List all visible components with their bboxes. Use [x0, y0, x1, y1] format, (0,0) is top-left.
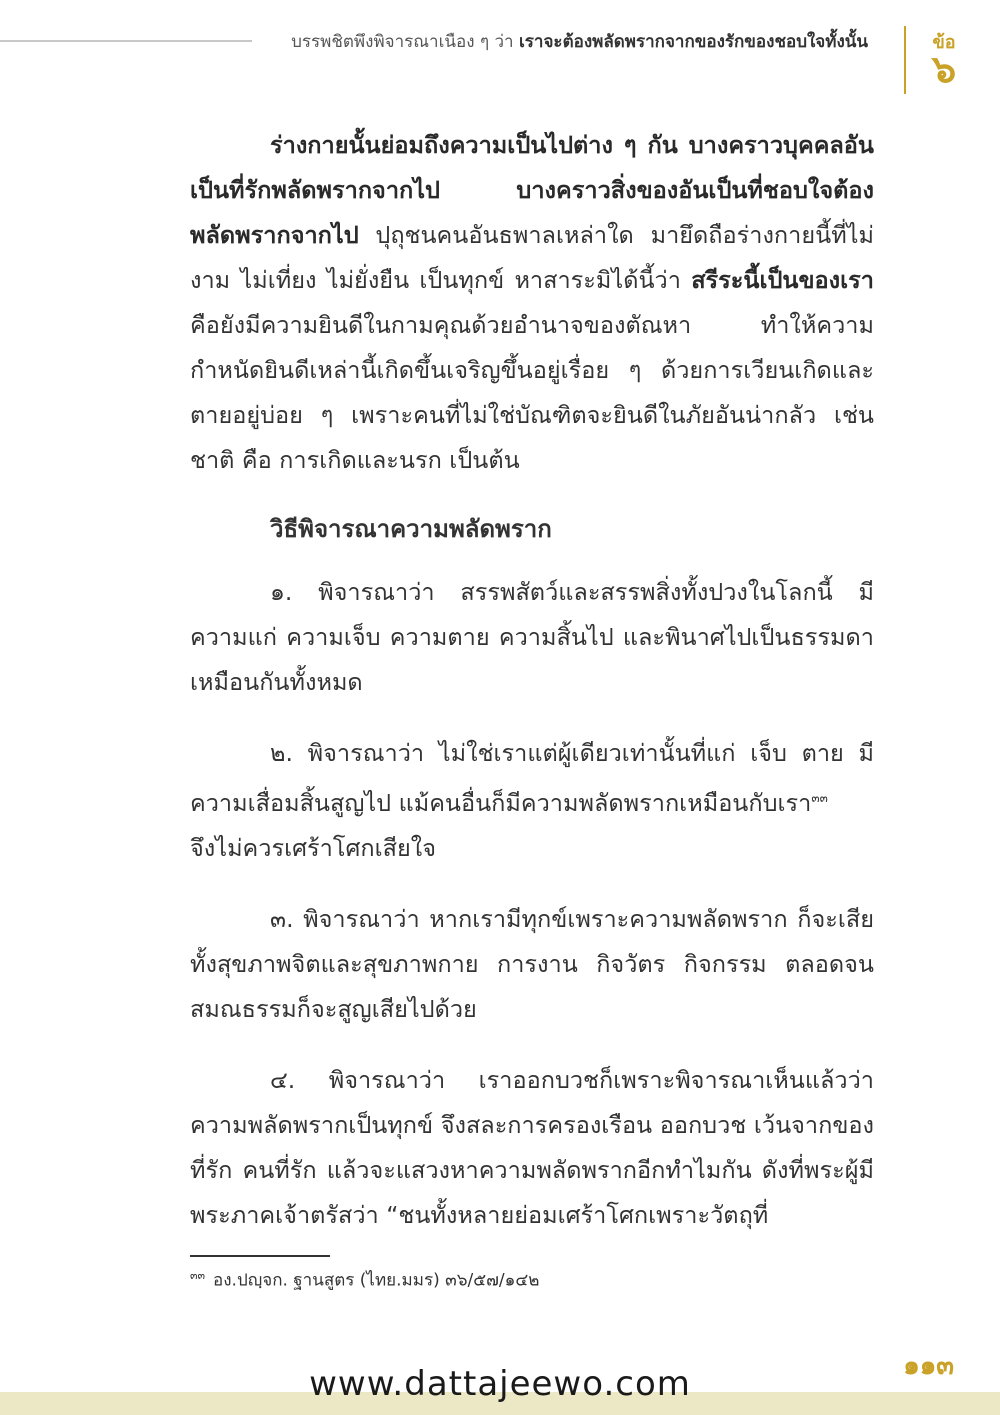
page-number: ๑๑๓	[903, 1351, 954, 1381]
section-heading: วิธีพิจารณาความพลัดพราก	[270, 515, 552, 543]
chapter-label: ข้อ	[932, 32, 956, 53]
intro-bold-1: ร่างกายนั้นย่อมถึงความเป็นไปต่าง ๆ กัน บางคราวบุคคลอันเป็นที่รักพลัดพรากจากไป บางคราวสิ่งของอันเป็นที่ชอบใจต้องพลัดพรากจากไป	[190, 131, 874, 249]
list-item-4: ๔. พิจารณาว่า เราออกบวชก็เพราะพิจารณาเห็นแล้วว่าความพลัดพรากเป็นทุกข์ จึงสละการครองเรือน ออกบวช เว้นจากของที่รัก คนที่รัก แล้วจะแสวงหาความพลัดพรากอีกทำไมกัน ดังที่พระผู้มีพระภาคเจ้าตรัสว่า “ชนทั้งหลายย่อมเศร้าโศกเพราะวัตถุที่	[190, 1065, 874, 1229]
list-item-1: ๑. พิจารณาว่า สรรพสัตว์และสรรพสิ่งทั้งปวงในโลกนี้ มีความแก่ ความเจ็บ ความตาย ความสิ้นไป และพินาศไปเป็นธรรมดาเหมือนกันทั้งหมด	[190, 578, 874, 696]
list-item-2	[190, 731, 874, 871]
header-divider	[904, 26, 906, 94]
list-item-2-text: ๒. พิจารณาว่า ไม่ใช่เราแต่ผู้เดียวเท่านั้นที่แก่ เจ็บ ตาย มีความเสื่อมสิ้นสูญไป แม้คนอื่นก็มีความพลัดพรากเหมือนกับเรา	[190, 739, 874, 817]
main-content	[190, 123, 874, 1238]
intro-text-2: คือยังมีความยินดีในกามคุณด้วยอำนาจของตัณหา ทำให้ความกำหนัดยินดีเหล่านี้เกิดขึ้นเจริญขึ้นอยู่เรื่อย ๆ ด้วยการเวียนเกิดและตายอยู่บ่อย ๆ เพราะคนที่ไม่ใช่บัณฑิตจะยินดีในภัยอันน่ากลัว เช่น ชาติ คือ การเกิดและนรก เป็นต้น	[190, 311, 874, 474]
list-item-2-cont: จึงไม่ควรเศร้าโศกเสียใจ	[190, 833, 437, 862]
list-item-3: ๓. พิจารณาว่า หากเรามีทุกข์เพราะความพลัดพราก ก็จะเสียทั้งสุขภาพจิตและสุขภาพกาย การงาน กิจวัตร กิจกรรม ตลอดจนสมณธรรมก็จะสูญเสียไปด้วย	[190, 904, 874, 1023]
intro-paragraph	[190, 123, 874, 483]
running-title: บรรพชิตพึงพิจารณาเนือง ๆ ว่า	[291, 32, 514, 52]
footnote-rule	[190, 1255, 330, 1257]
header-rule	[0, 40, 252, 42]
running-header	[291, 28, 868, 55]
footnote-text: อง.ปญฺจก. ฐานสูตร (ไทย.มมร) ๓๖/๕๗/๑๔๒	[213, 1270, 540, 1291]
footnote-number: ๓๓	[190, 1269, 206, 1282]
footnote	[190, 1266, 540, 1294]
running-title-bold: เราจะต้องพลัดพรากจากของรักของชอบใจทั้งนั้น	[518, 32, 868, 52]
chapter-number: ๖	[931, 47, 957, 91]
footnote-ref: ๓๓	[811, 791, 828, 805]
intro-bold-2: สรีระนี้เป็นของเรา	[691, 266, 874, 294]
watermark-url: www.dattajeewo.com	[309, 1364, 691, 1404]
intro-text-1: ปุถุชนคนอันธพาลเหล่าใด มายึดถือร่างกายนี้ที่ไม่งาม ไม่เที่ยง ไม่ยั่งยืน เป็นทุกข์ หาสาระมิได้นี้ว่า	[190, 221, 874, 294]
